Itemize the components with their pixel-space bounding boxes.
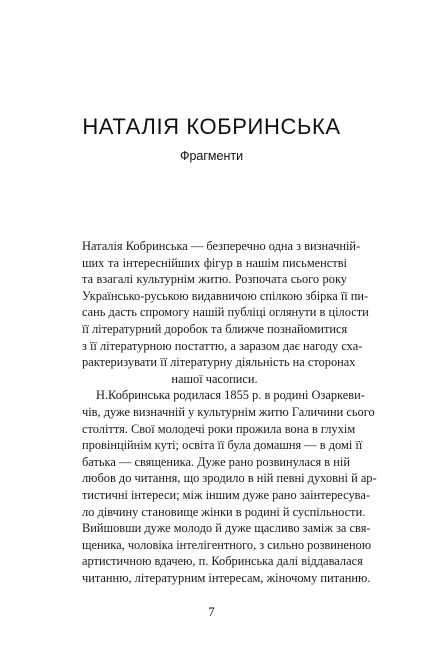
text-line: щеника, чоловіка інтелігентного, з сильно розвиненою	[82, 537, 372, 552]
text-line: століття. Свої молодечі роки прожила вона в глухім	[82, 421, 356, 436]
text-line: любов до читання, що зродило в ній певні духовні й ар-	[82, 471, 377, 486]
body-text	[82, 238, 377, 586]
text-line: батька — священика. Дуже рано розвинулася в ній	[82, 454, 350, 469]
text-line: читанню, літературним інтересам, жіночому питанню.	[82, 570, 371, 585]
page-title: НАТАЛІЯ КОБРИНСЬКА	[82, 114, 341, 139]
text-line: нашої часописи.	[171, 371, 258, 386]
text-line: тистичні інтереси; між іншим дуже рано заінтересува-	[82, 487, 370, 502]
text-line: чів, дуже визначній у культурнім житю Галичини сього	[82, 404, 375, 419]
page-number: 7	[208, 604, 215, 619]
text-line: з її літературною постаттю, а заразом дає нагоду сха-	[82, 338, 363, 353]
text-line: Українсько-руською видавничою спілкою збірка її пи-	[82, 288, 369, 303]
text-line: рактеризувати її літературну діяльність на сторонах	[82, 355, 356, 370]
text-line: ло дівчину становище жінки в родині й суспільности.	[82, 504, 366, 519]
text-line: та взагалі культурнім житю. Розпочата сього року	[82, 272, 347, 287]
text-line: Н.Кобринська родилася 1855 р. в родині Озаркеви-	[96, 388, 365, 403]
text-line: провінційнім куті; освіта її була домашня — в домі її	[82, 438, 363, 453]
text-line: Вийшовши дуже молодо й дуже щасливо заміж за свя-	[82, 521, 371, 536]
text-line: ших та інтереснійших фігур в нашім письменстві	[82, 255, 347, 270]
text-line: Наталія Кобринська — безперечно одна з визначній-	[82, 239, 361, 253]
text-line: артистичною вдачею, п. Кобринська далі віддавалася	[82, 554, 363, 569]
text-line: сань дасть спромогу нашій публіці оглянути в цілости	[82, 305, 369, 320]
page-subtitle: Фрагменти	[179, 149, 244, 163]
text-line: її літературний доробок та ближче познайомитися	[82, 321, 348, 336]
